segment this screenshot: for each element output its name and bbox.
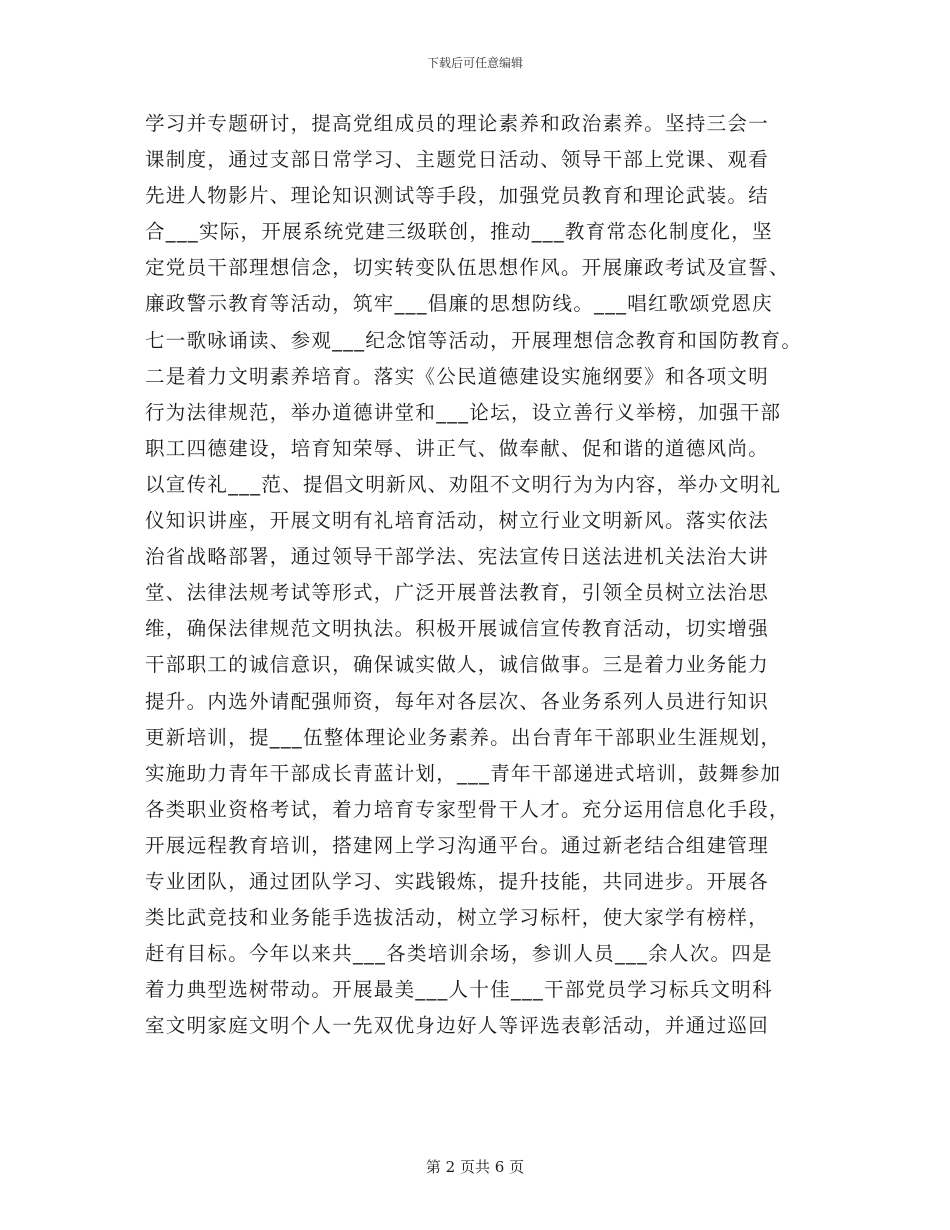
text-line: 堂、法律法规考试等形式，广泛开展普法教育，引领全员树立法治思 [145, 581, 770, 605]
text-line: 室文明家庭文明个人一先双优身边好人等评选表彰活动，并通过巡回 [145, 1014, 770, 1038]
text-line: 类比武竞技和业务能手选拔活动，树立学习标杆，使大家学有榜样， [145, 906, 770, 930]
text-line: 治省战略部署，通过领导干部学法、宪法宣传日送法进机关法治大讲 [145, 545, 770, 569]
text-line: 专业团队，通过团队学习、实践锻炼，提升技能，共同进步。开展各 [145, 869, 770, 893]
page-number: 第 2 页共 6 页 [425, 1158, 525, 1176]
text-line: 职工四德建设，培育知荣辱、讲正气、做奉献、促和谐的道德风尚。 [145, 436, 770, 460]
text-line: 定党员干部理想信念，切实转变队伍思想作风。开展廉政考试及宣誓、 [145, 256, 790, 280]
text-line: 学习并专题研讨，提高党组成员的理论素养和政治素养。坚持三会一 [145, 112, 770, 135]
document-body [145, 106, 825, 1044]
text-line: 先进人物影片、理论知识测试等手段，加强党员教育和理论武装。结 [145, 184, 770, 208]
text-line: 实施助力青年干部成长青蓝计划，___青年干部递进式培训，鼓舞参加 [145, 761, 782, 785]
page-header: 下载后可任意编辑 [426, 56, 523, 70]
text-line: 廉政警示教育等活动，筑牢___倡廉的思想防线。___唱红歌颂党恩庆 [145, 292, 773, 316]
text-line: 赶有目标。今年以来共___各类培训余场，参训人员___余人次。四是 [145, 942, 773, 966]
text-line: 合___实际，开展系统党建三级联创，推动___教育常态化制度化，坚 [145, 220, 773, 244]
text-line: 维，确保法律规范文明执法。积极开展诚信宣传教育活动，切实增强 [145, 617, 770, 641]
text-line: 着力典型选树带动。开展最美___人十佳___干部党员学习标兵文明科 [145, 978, 773, 1002]
text-line: 课制度，通过支部日常学习、主题党日活动、领导干部上党课、观看 [145, 148, 770, 172]
text-line: 干部职工的诚信意识，确保诚实做人，诚信做事。三是着力业务能力 [145, 653, 770, 677]
text-line: 更新培训，提___伍整体理论业务素养。出台青年干部职业生涯规划， [145, 725, 782, 749]
text-line: 提升。内选外请配强师资，每年对各层次、各业务系列人员进行知识 [145, 689, 770, 713]
text-line: 二是着力文明素养培育。落实《公民道德建设实施纲要》和各项文明 [145, 364, 770, 388]
text-line: 以宣传礼___范、提倡文明新风、劝阻不文明行为为内容，举办文明礼 [145, 472, 782, 496]
text-line: 仪知识讲座，开展文明有礼培育活动，树立行业文明新风。落实依法 [145, 509, 770, 533]
text-line: 各类职业资格考试，着力培育专家型骨干人才。充分运用信息化手段， [145, 797, 790, 821]
text-line: 开展远程教育培训，搭建网上学习沟通平台。通过新老结合组建管理 [145, 833, 770, 857]
text-line: 行为法律规范，举办道德讲堂和___论坛，设立善行义举榜，加强干部 [145, 400, 782, 424]
text-line: 七一歌咏诵读、参观___纪念馆等活动，开展理想信念教育和国防教育。 [145, 328, 803, 352]
